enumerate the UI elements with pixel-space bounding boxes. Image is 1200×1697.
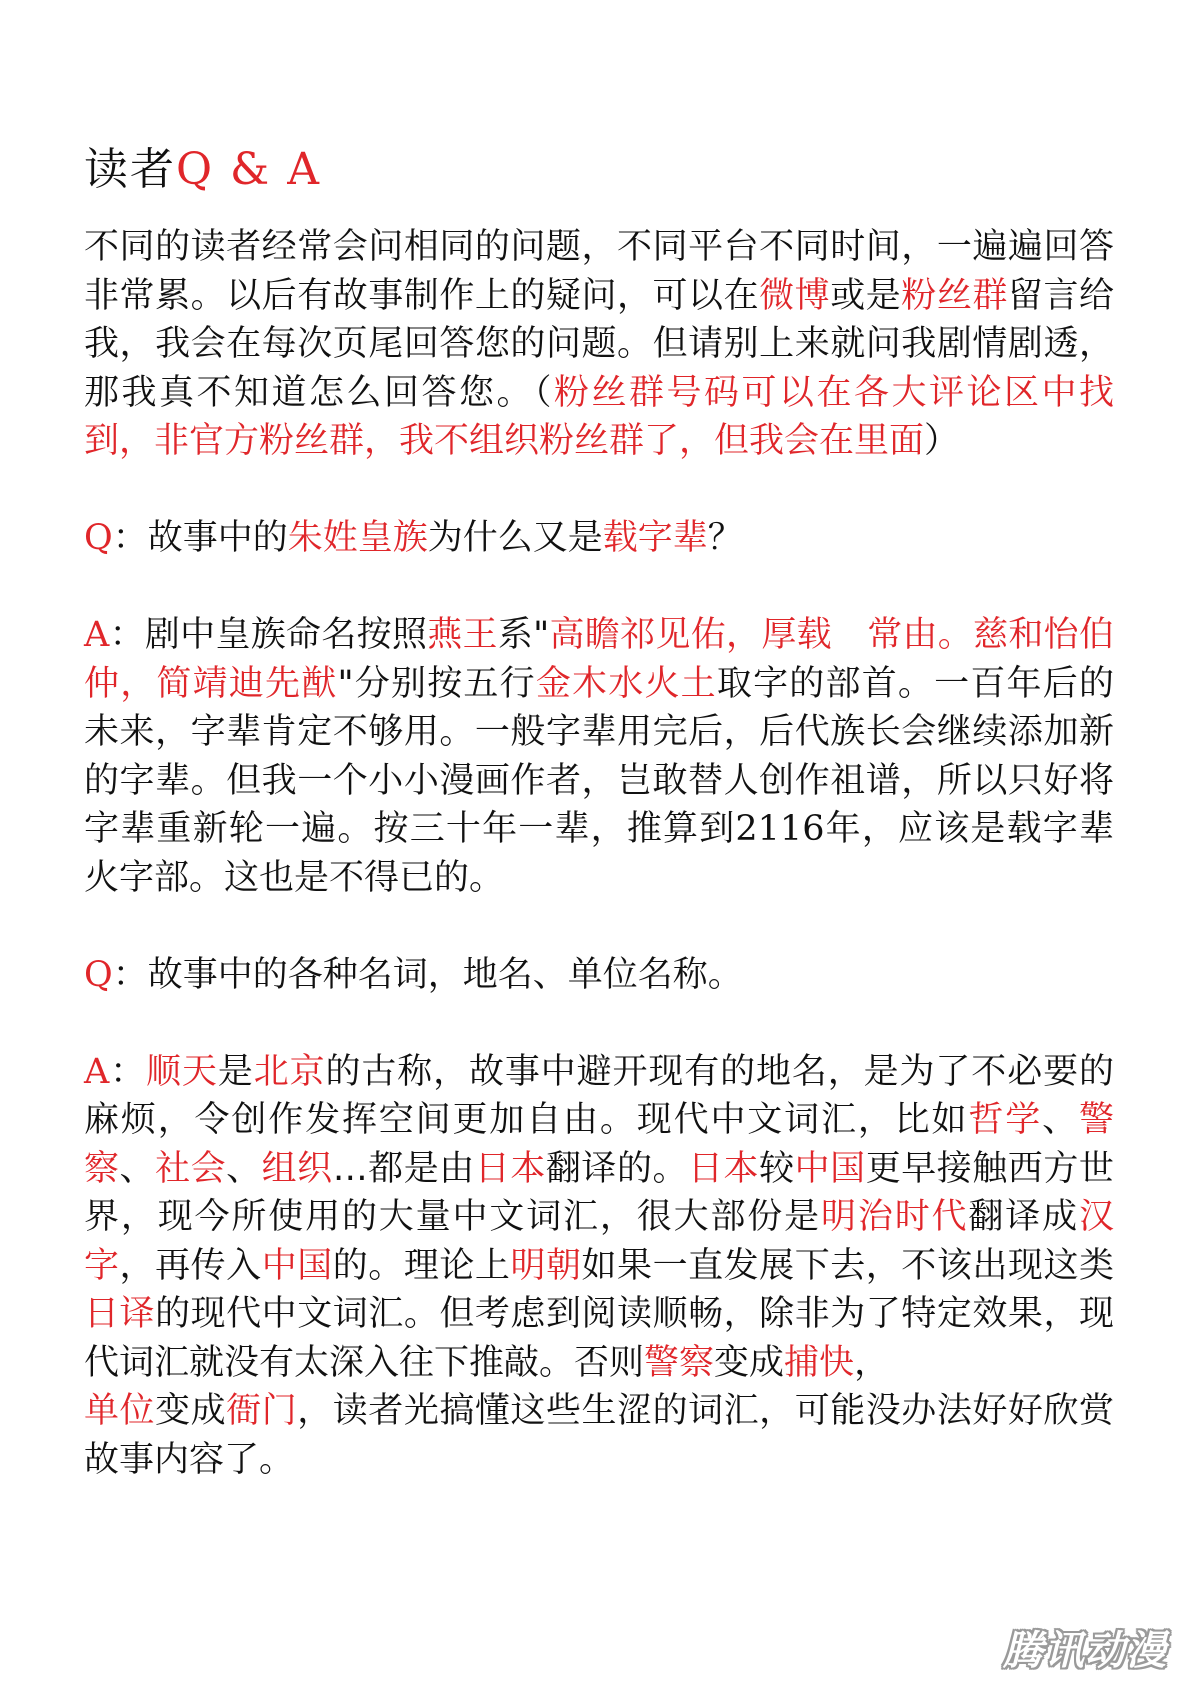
highlight-term: 中国 <box>261 1245 333 1286</box>
highlight-term: 衙门 <box>226 1391 298 1431</box>
text-segment: ，再传入 <box>119 1245 262 1286</box>
text-segment: 是 <box>217 1051 254 1092</box>
text-segment: 、 <box>119 1148 156 1189</box>
text-segment: 的。理论上 <box>332 1245 511 1286</box>
text-segment: 系" <box>497 615 550 655</box>
text-segment: 翻译的。 <box>545 1148 689 1189</box>
text-segment: 的现代中文词汇。但考虑到阅读顺畅，除非为了特定效果，现代词汇就没有太深入往下推敲。否则 <box>84 1294 1114 1383</box>
watermark-text: 腾讯动漫 <box>1003 1627 1167 1674</box>
text-segment: "分别按五行 <box>337 663 536 704</box>
highlight-term: 汉字 <box>84 1197 1114 1286</box>
highlight-term: 捕快 <box>784 1342 855 1383</box>
highlight-term: 明朝 <box>510 1245 582 1286</box>
text-segment: ，读者光搞懂这些生涩的词汇，可能没办法好好欣赏故事内容了。 <box>84 1391 1114 1480</box>
question-1 <box>84 514 1114 563</box>
highlight-term: 高瞻祁见佑，厚载 常由。慈和怡伯仲，简靖迪先猷 <box>84 615 1114 704</box>
highlight-term: 金木水火土 <box>535 663 717 704</box>
text-segment: 翻译成 <box>968 1197 1079 1237</box>
highlight-term: 单位 <box>84 1391 156 1431</box>
text-segment: ， <box>854 1342 890 1383</box>
highlight-term: 日译 <box>84 1294 156 1334</box>
text-segment: ？ <box>707 518 743 558</box>
text-segment: …都是由 <box>332 1148 475 1189</box>
highlight-term: 粉丝群号码可以在各大评论区中找到，非官方粉丝群，我不组织粉丝群了，但我会在里面 <box>84 372 1114 461</box>
title-prefix: 读者 <box>84 144 176 195</box>
highlight-term: 日本 <box>688 1148 760 1189</box>
highlight-term: 警察 <box>644 1342 715 1383</box>
highlight-term: 日本 <box>474 1148 546 1189</box>
text-segment: ：剧中皇族命名按照 <box>109 615 428 655</box>
answer-1 <box>84 611 1114 902</box>
highlight-term: 载字辈 <box>602 518 708 558</box>
highlight-term: 中国 <box>794 1148 866 1189</box>
text-segment: 变成 <box>714 1342 785 1383</box>
highlight-term: 燕王 <box>427 615 498 655</box>
highlight-term: 组织 <box>261 1148 333 1189</box>
highlight-term: 北京 <box>253 1051 326 1092</box>
qa-marker: Q <box>84 954 113 995</box>
highlight-term: 社会 <box>155 1148 227 1189</box>
highlight-term: 顺天 <box>146 1051 218 1092</box>
text-segment: 、 <box>226 1148 262 1189</box>
qa-page <box>84 135 1114 1484</box>
text-segment: 年，应该是载字辈火字部。这也是不得已的。 <box>84 809 1114 898</box>
text-segment: 取字的部首。一百年后的未来，字辈肯定不够用。一般字辈用完后，后代族长会继续添加新的字辈。但我一个小小漫画作者，岂敢替人创作祖谱，所以只好将字辈重新轮一遍。按三十年一辈，推算到 <box>84 663 1114 849</box>
text-segment: 、 <box>1042 1100 1079 1140</box>
text-segment: ： <box>109 1051 147 1092</box>
number-text: 2116 <box>735 809 825 849</box>
text-segment: 更早接触西方世界，现今所使用的大量中文词汇，很大部份是 <box>84 1148 1114 1237</box>
highlight-term: 警察 <box>84 1100 1114 1189</box>
text-segment: 不同的读者经常会问相同的问题，不同平台不同时间，一遍遍回答非常累。以后有故事制作上的疑问，可以在 <box>84 227 1114 316</box>
qa-content <box>84 223 1114 1484</box>
text-segment: 较 <box>759 1148 795 1189</box>
title-latin: Q & A <box>176 144 321 195</box>
highlight-term: 明治时代 <box>821 1197 969 1237</box>
qa-marker: A <box>84 1051 110 1092</box>
page-title <box>84 135 1114 205</box>
text-segment: 如果一直发展下去，不该出现这类 <box>581 1245 1114 1286</box>
watermark-logo <box>1000 1619 1170 1675</box>
text-segment: 的古称，故事中避开现有的地名，是为了不必要的麻烦，令创作发挥空间更加自由。现代中文词汇，比如 <box>84 1051 1114 1140</box>
text-segment: 留言给我，我会在每次页尾回答您的问题。但请别上来就问我剧情剧透，那我真不知道怎么回答您。（ <box>84 275 1114 413</box>
text-segment: ） <box>924 421 960 461</box>
text-segment: 为什么又是 <box>427 518 603 558</box>
question-2 <box>84 951 1114 1000</box>
text-segment: ：故事中的各种名词，地名、单位名称。 <box>112 954 743 995</box>
highlight-term: 朱姓皇族 <box>287 518 428 558</box>
qa-marker: Q <box>84 518 113 558</box>
highlight-term: 粉丝群 <box>901 275 1008 316</box>
text-segment: 或是 <box>830 275 902 316</box>
text-segment: 变成 <box>155 1391 227 1431</box>
highlight-term: 哲学 <box>968 1100 1043 1140</box>
qa-marker: A <box>84 615 110 655</box>
highlight-term: 微博 <box>759 275 831 316</box>
intro-paragraph <box>84 223 1114 466</box>
text-segment: ：故事中的 <box>112 518 288 558</box>
answer-2 <box>84 1048 1114 1485</box>
